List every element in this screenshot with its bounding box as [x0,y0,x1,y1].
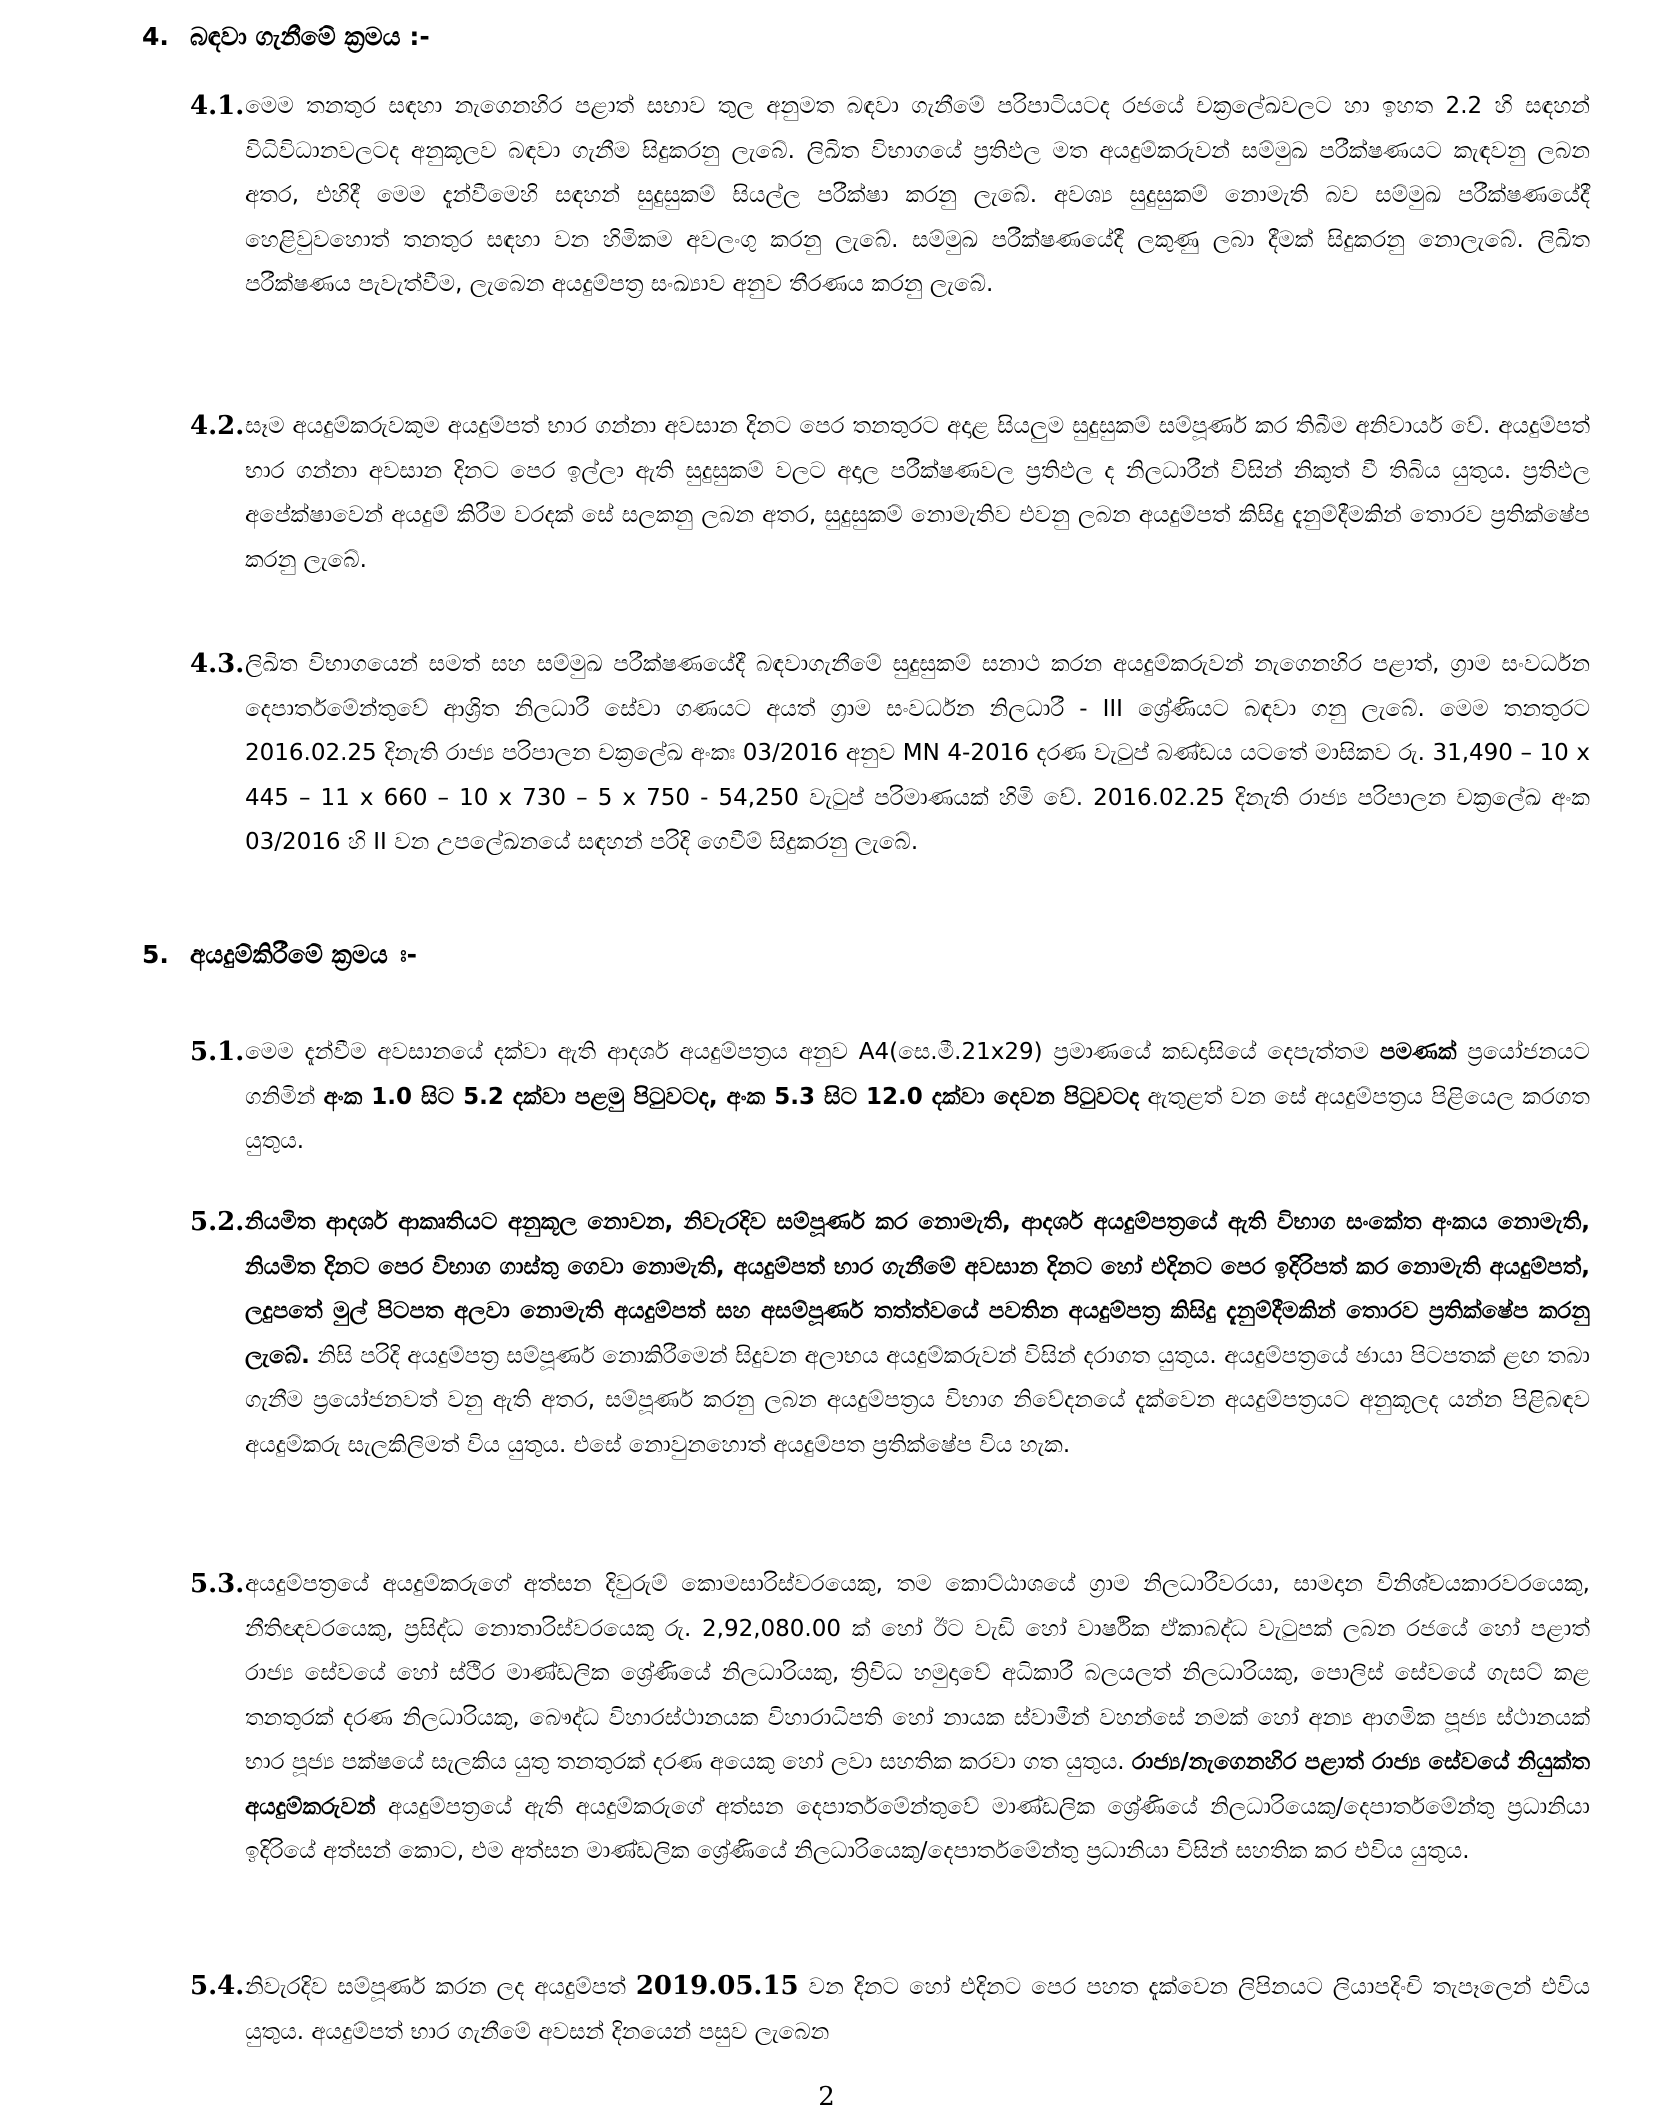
clause-bold-text: නියමිත ආදර්ශ ආකෘතියට අනුකූල නොවන, නිවැරදිව සම්පූර්ණ කර නොමැති, ආදර්ශ අයදුම්පත්‍රයේ ඇති විභාග සංකේත අංකය නොමැති, නියමිත දිනට පෙර විභාග ගාස්තු ගෙවා නොමැති, අයදුම්පත් භාර ගැනීමේ අවසාන දිනට හෝ එදිනට පෙර ඉදිරිපත් කර නොමැති අයදුම්පත්, ලදුපතේ මුල් පිටපත අලවා නොමැති අයදුම්පත් සහ අසම්පූර්ණ තත්ත්වයේ පවතින අයදුම්පත්‍ර කිසිදු දැනුම්දීමකින් තොරව ප්‍රතික්ෂේප කරනු ලැබේ. [245,1209,1590,1369]
clause-5-1 [190,1030,1590,1164]
clause-text-part: නිසි පරිදි අයදුම්පත්‍ර සම්පූර්ණ නොකිරීමෙන් සිදුවන අලාභය අයදුම්කරුවන් විසින් දරාගත යුතුය. අයදුම්පත්‍රයේ ඡායා පිටපතක් ළඟ තබා ගැනීම ප්‍රයෝජනවත් වනු ඇති අතර, සම්පූර්ණ කරනු ලබන අයදුම්පත්‍රය විභාග නිවේදනයේ දැක්වෙන අයදුම්පත්‍රයට අනුකූලද යන්න පිළිබඳව අයදුම්කරු සැලකිලිමත් විය යුතුය. එසේ නොවුනහොත් අයදුම්පත ප්‍රතික්ෂේප විය හැක. [245,1342,1590,1458]
clause-number: 5.4. [190,1971,245,2001]
section-4-number: 4. [142,22,169,51]
clause-bold-text: අංක 1.0 සිට 5.2 දක්වා පළමු පිටුවටද, අංක 5.3 සිට 12.0 දක්වා දෙවන පිටුවටද [323,1083,1140,1110]
clause-number: 5.3. [190,1569,245,1599]
clause-text-part: අයදුම්පත්‍රයේ ඇති අයදුම්කරුගේ අත්සන දෙපාර්තමේන්තුවේ මාණ්ඩලික ශ්‍රේණියේ නිලධාරියෙකු/දෙපාර්තමේන්තු ප්‍රධානියා ඉදිරියේ අත්සන් කොට, එම අත්සන මාණ්ඩලික ශ්‍රේණියේ නිලධාරියෙකු/දෙපාර්තමේන්තු ප්‍රධානියා විසින් සහතික කර එවිය යුතුය. [245,1793,1590,1864]
clause-text: මෙම තනතුර සඳහා නැගෙනහිර පළාත් සභාව තුල අනුමත බඳවා ගැනීමේ පරිපාටියටද රජයේ චක්‍රලේඛවලට හා ඉහත 2.2 හි සඳහන් විධිවිධානවලටද අනුකූලව බඳවා ගැනීම සිදුකරනු ලැබේ. ලිඛිත විභාගයේ ප්‍රතිඵල මත අයදුම්කරුවන් සම්මුඛ පරීක්ෂණයට කැඳවනු ලබන අතර, එහිදී මෙම දැන්වීමෙහි සඳහන් සුදුසුකම් සියල්ල පරීක්ෂා කරනු ලැබේ. අවශ්‍ය සුදුසුකම් නොමැති බව සම්මුඛ පරීක්ෂණයේදී හෙළිවුවහොත් තනතුර සඳහා වන හිමිකම අවලංගු කරනු ලැබේ. සම්මුඛ පරීක්ෂණයේදී ලකුණු ලබා දීමක් සිදුකරනු නොලැබේ. ලිඛිත පරීක්ෂණය පැවැත්වීම, ලැබෙන අයදුම්පත්‍ර සංඛ්‍යාව අනුව තීරණය කරනු ලැබේ. [245,93,1590,297]
section-5-number: 5. [142,940,169,969]
clause-4-3 [190,642,1590,865]
clause-text-part: වන දිනට හෝ එදිනට පෙර පහත දැක්වෙන ලිපිනයට ලියාපදිංචි තැපෑලෙන් එවිය යුතුය. අයදුම්පත් භාර ගැනීමේ අවසන් දිනයෙන් පසුව ලැබෙන [245,1974,1590,2045]
clause-5-3 [190,1562,1590,1874]
clause-number: 4.2. [190,411,245,441]
section-4-heading [142,22,430,52]
clause-5-4 [190,1964,1590,2054]
clause-text: ලිඛිත විභාගයෙන් සමත් සහ සම්මුඛ පරීක්ෂණයේදී බඳවාගැනීමේ සුදුසුකම් සනාථ කරන අයදුම්කරුවන් නැගෙනහිර පළාත්, ග්‍රාම සංවර්ධන දෙපාර්තමේන්තුවේ ආශ්‍රිත නිලධාරී සේවා ගණයට අයත් ග්‍රාම සංවර්ධන නිලධාරී - III ශ්‍රේණියට බඳවා ගනු ලැබේ. මෙම තනතුරට 2016.02.25 දිනැති රාජ්‍ය පරිපාලන චක්‍රලේඛ අංකඃ 03/2016 අනුව MN 4-2016 දරණ වැටුප් බණ්ඩය යටතේ මාසිකව රු. 31,490 – 10 x 445 – 11 x 660 – 10 x 730 – 5 x 750 - 54,250 වැටුප් පරිමාණයක් හිමි වේ. 2016.02.25 දිනැති රාජ්‍ය පරිපාලන චක්‍රලේඛ අංක 03/2016 හි II වන උපලේඛනයේ සඳහන් පරිදි ගෙවීම් සිදුකරනු ලැබේ. [245,651,1590,855]
clause-text [245,1200,1590,1467]
clause-number: 5.1. [190,1037,245,1067]
clause-4-2 [190,404,1590,582]
clause-text-part: මෙම දැන්වීම අවසානයේ දක්වා ඇති ආදර්ශ අයදුම්පත්‍රය අනුව A4(සෙ.මී.21x29) ප්‍රමාණයේ කඩදාසියේ දෙපැත්තම [245,1039,1380,1065]
clause-text-part: ප්‍රයෝජනයට ගනිමින් [245,1039,1590,1110]
clause-text: සෑම අයදුම්කරුවකුම අයදුම්පත් භාර ගන්නා අවසාන දිනට පෙර තනතුරට අදාළ සියලුම සුදුසුකම් සම්පූර්ණ කර තිබීම අනිවාර්ය වේ. අයදුම්පත් භාර ගන්නා අවසාන දිනට පෙර ඉල්ලා ඇති සුදුසුකම් වලට අදාල පරීක්ෂණවල ප්‍රතිඵල ද නිලධාරීන් විසින් නිකුත් වී තිබිය යුතුය. ප්‍රතිඵල අපේක්ෂාවෙන් අයදුම් කිරීම වරදක් සේ සලකනු ලබන අතර, සුදුසුකම් නොමැතිව එවනු ලබන අයදුම්පත් කිසිදු දැනුම්දීමකින් තොරව ප්‍රතික්ෂේප කරනු ලැබේ. [245,413,1590,573]
clause-text-part: අයදුම්පත්‍රයේ අයදුම්කරුගේ අත්සන දිවුරුම් කොමසාරිස්වරයෙකු, තම කොට්ඨාශයේ ග්‍රාම නිලධාරීවරයා, සාමදාන විනිශ්චයකාරවරයෙකු, නීතිඥවරයෙකු, ප්‍රසිද්ධ නොතාරිස්වරයෙකු රු. 2,92,080.00 ක් හෝ ඊට වැඩි හෝ වාර්ෂික ඒකාබද්ධ වැටුපක් ලබන රජයේ හෝ පළාත් රාජ්‍ය සේවයේ හෝ ස්ථිර මාණ්ඩලික ශ්‍රේණියේ නිලධාරියකු, ත්‍රිවිධ හමුදාවේ අධිකාරී බලයලත් නිලධාරියකු, පොලිස් සේවයේ ගැසට් කළ තනතුරක් දරණ නිලධාරියකු, බෞද්ධ විහාරස්ථානයක විහාරාධිපති හෝ නායක ස්වාමීන් වහන්සේ නමක් හෝ අන්‍ය ආගමික පූජ්‍ය ස්ථානයක් භාර පූජ්‍ය පක්ෂයේ සැලකිය යුතු තනතුරක් දරණ අයෙකු හෝ ලවා සහතික කරවා ගත යුතුය. [245,1571,1590,1775]
clause-number: 5.2. [190,1207,245,1237]
clause-4-1 [190,84,1590,307]
page-number: 2 [818,2082,835,2112]
clause-text-part: නිවැරදිව සම්පූර්ණ කරන ලද අයදුම්පත් [245,1974,636,2000]
clause-bold-text: පමණක් [1379,1039,1457,1065]
clause-text [245,1964,1590,2054]
clause-bold-text: රාජ්‍ය/නැගෙනහිර පළාත් රාජ්‍ය සේවයේ නියුක්ත අයදුම්කරුවන් [245,1749,1590,1820]
clause-text [245,1562,1590,1874]
clause-text-part: ඇතුළත් වන සේ අයදුම්පත්‍රය පිළියෙල කරගත යුතුය. [245,1083,1590,1154]
clause-bold-text: 2019.05.15 [635,1971,799,2001]
clause-number: 4.1. [190,91,245,121]
section-4-title: බඳවා ගැනීමේ ක්‍රමය :- [190,22,430,51]
clause-5-2 [190,1200,1590,1467]
clause-number: 4.3. [190,649,245,679]
section-5-title: අයදුම්කිරීමේ ක්‍රමය ඃ- [190,940,418,969]
clause-text [245,1030,1590,1164]
section-5-heading [142,940,417,970]
